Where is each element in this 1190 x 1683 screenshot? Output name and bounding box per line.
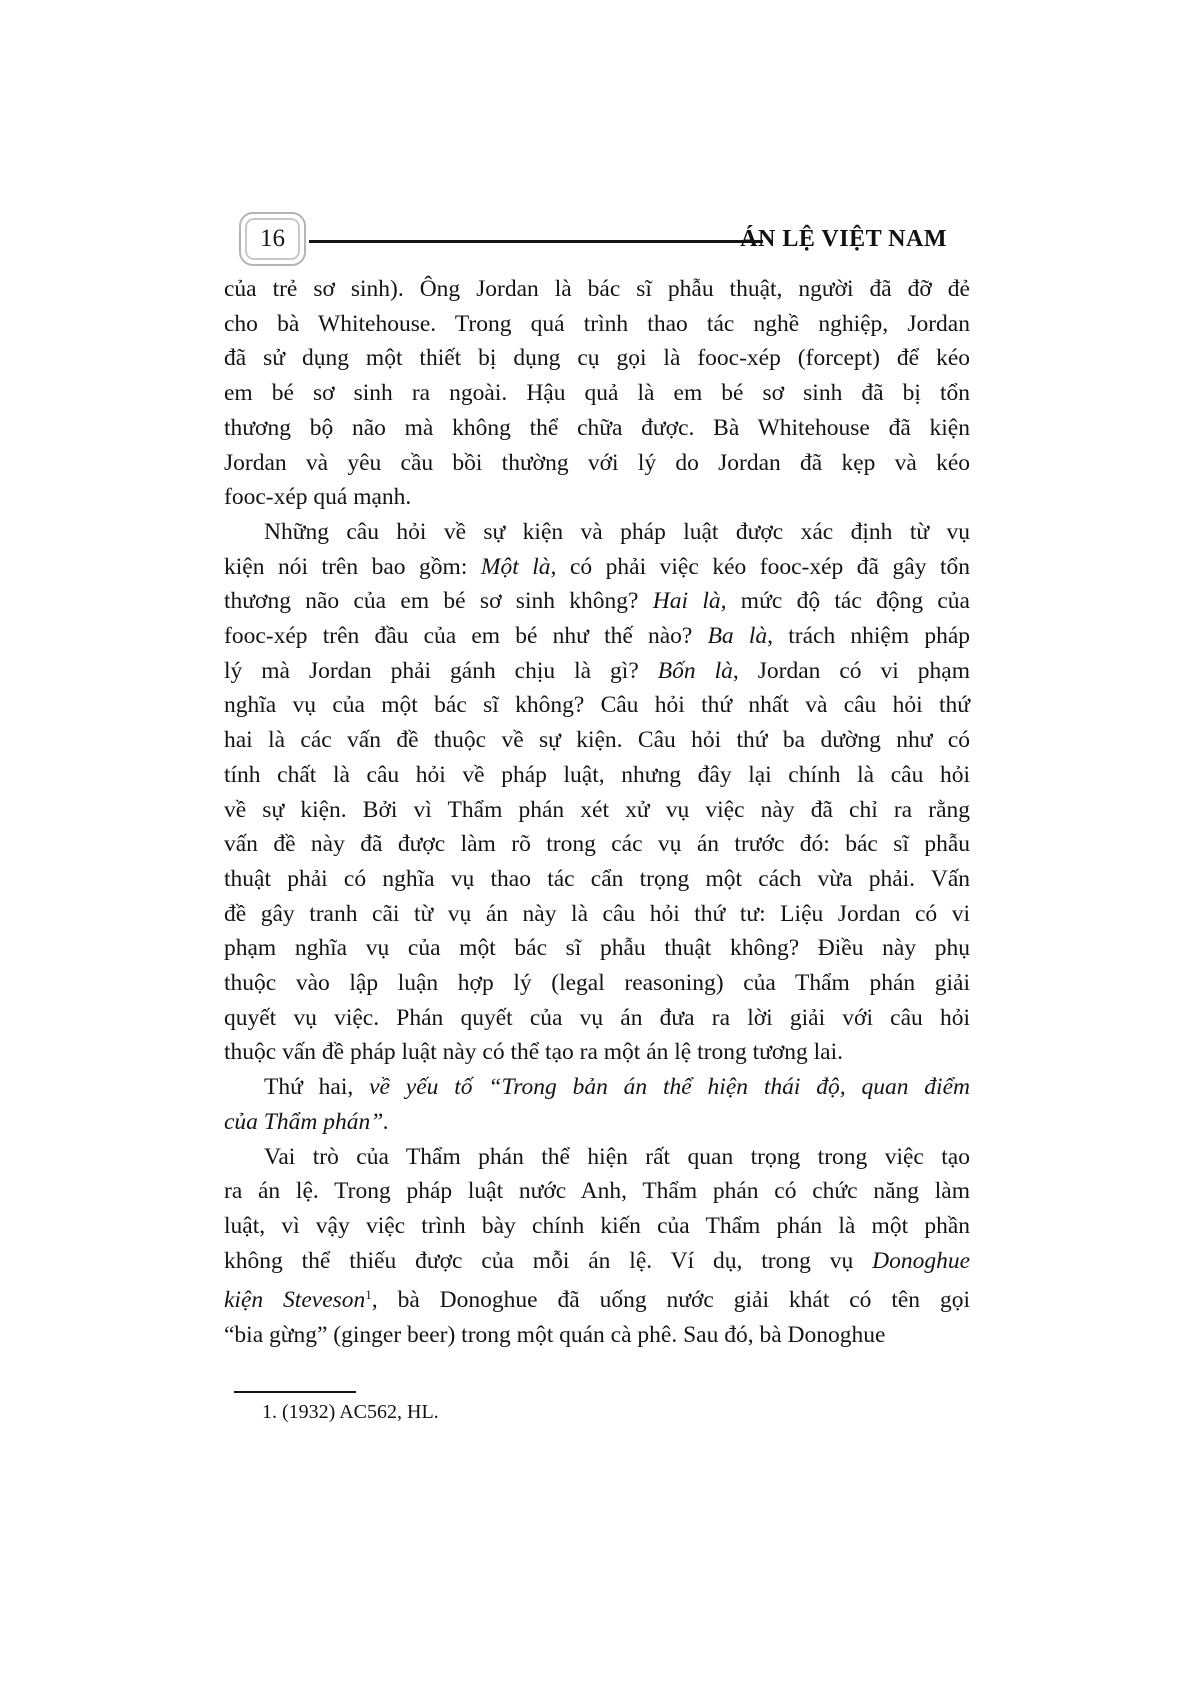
- footnote-rule: [234, 1391, 356, 1393]
- text-line: [224, 446, 970, 481]
- text-segment: Vai trò của Thẩm phán thể hiện rất quan trọng trong việc tạo: [264, 1143, 970, 1170]
- text-line: [224, 411, 970, 446]
- text-line: [224, 1140, 970, 1175]
- text-segment: , trách nhiệm pháp: [767, 623, 971, 650]
- text-segment: của trẻ sơ sinh). Ông Jordan là bác sĩ phẫu thuật, người đã đỡ đẻ: [224, 276, 970, 302]
- text-segment: fooc-xép quá mạnh.: [224, 484, 412, 511]
- text-line: [224, 376, 970, 411]
- text-segment: hai là các vấn đề thuộc về sự kiện. Câu hỏi thứ ba dường như có: [224, 727, 970, 754]
- text-line: [224, 619, 970, 654]
- text-line: [224, 480, 970, 515]
- text-line: [224, 654, 970, 689]
- text-line: [224, 688, 970, 723]
- text-line: [224, 1035, 970, 1070]
- text-line: [224, 515, 970, 550]
- text-segment: Một là,: [480, 553, 557, 580]
- footnote: 1. (1932) AC562, HL.: [262, 1401, 439, 1423]
- text-segment: kiện nói trên bao gồm:: [224, 553, 481, 580]
- text-segment: nghĩa vụ của một bác sĩ không? Câu hỏi thứ nhất và câu hỏi thứ: [224, 692, 970, 719]
- page-number: 16: [245, 218, 300, 260]
- text-segment: đã sử dụng một thiết bị dụng cụ gọi là fooc-xép (forcept) để kéo: [224, 345, 970, 372]
- text-segment: thuật phải có nghĩa vụ thao tác cẩn trọng một cách vừa phải. Vấn: [224, 865, 970, 892]
- text-line: [224, 1174, 970, 1209]
- text-segment: về sự kiện. Bởi vì Thẩm phán xét xử vụ việc này đã chỉ ra rằng: [224, 796, 970, 823]
- text-segment: ra án lệ. Trong pháp luật nước Anh, Thẩm phán có chức năng làm: [224, 1178, 970, 1205]
- text-segment: , bà Donoghue đã uống nước giải khát có tên gọi: [371, 1287, 970, 1314]
- text-line: [224, 584, 970, 619]
- text-segment: vấn đề này đã được làm rõ trong các vụ án trước đó: bác sĩ phẫu: [224, 831, 970, 858]
- text-segment: đề gây tranh cãi từ vụ án này là câu hỏi thứ tư: Liệu Jordan có vi: [224, 900, 970, 927]
- body-text: [224, 272, 970, 1353]
- text-segment: thương não của em bé sơ sinh không?: [224, 588, 653, 615]
- text-line: [224, 341, 970, 376]
- text-segment: Ba là: [707, 623, 768, 650]
- text-segment: Những câu hỏi về sự kiện và pháp luật được xác định từ vụ: [264, 518, 970, 545]
- text-line: [224, 1001, 970, 1036]
- text-line: [224, 1244, 970, 1279]
- text-segment: em bé sơ sinh ra ngoài. Hậu quả là em bé sơ sinh đã bị tổn: [224, 380, 970, 407]
- text-line: [224, 1278, 970, 1318]
- text-segment: Thứ hai,: [264, 1074, 370, 1101]
- text-segment: Donoghue: [872, 1247, 970, 1274]
- text-line: [224, 1105, 970, 1140]
- text-segment: phạm nghĩa vụ của một bác sĩ phẫu thuật không? Điều này phụ: [224, 935, 970, 962]
- text-line: [224, 307, 970, 342]
- paragraph: [224, 515, 970, 1070]
- text-segment: có phải việc kéo fooc-xép đã gây tổn: [556, 553, 970, 580]
- text-segment: “bia gừng” (ginger beer) trong một quán cà phê. Sau đó, bà Donoghue: [224, 1322, 886, 1349]
- text-segment: cho bà Whitehouse. Trong quá trình thao tác nghề nghiệp, Jordan: [224, 310, 970, 337]
- text-line: [224, 897, 970, 932]
- text-segment: kiện Steveson: [224, 1287, 366, 1314]
- text-line: [224, 966, 970, 1001]
- text-segment: fooc-xép trên đầu của em bé như thế nào?: [224, 623, 708, 650]
- text-segment: không thể thiếu được của mỗi án lệ. Ví dụ, trong vụ: [224, 1247, 873, 1274]
- text-line: [224, 827, 970, 862]
- text-line: [224, 931, 970, 966]
- text-line: [224, 723, 970, 758]
- text-segment: thương bộ não mà không thể chữa được. Bà Whitehouse đã kiện: [224, 414, 970, 441]
- text-segment: mức độ tác động của: [726, 588, 970, 615]
- paragraph: [224, 1140, 970, 1353]
- text-line: [224, 862, 970, 897]
- text-segment: lý mà Jordan phải gánh chịu là gì?: [224, 657, 658, 684]
- text-segment: thuộc vào lập luận hợp lý (legal reasoning) của Thẩm phán giải: [224, 970, 970, 997]
- text-segment: Hai là,: [652, 588, 727, 615]
- paragraph: [224, 1070, 970, 1139]
- paragraph: [224, 272, 970, 515]
- text-line: [224, 758, 970, 793]
- text-line: [224, 1209, 970, 1244]
- text-line: [224, 1070, 970, 1105]
- text-segment: thuộc vấn đề pháp luật này có thể tạo ra một án lệ trong tương lai.: [224, 1039, 844, 1066]
- text-segment: tính chất là câu hỏi về pháp luật, nhưng đây lại chính là câu hỏi: [224, 761, 970, 788]
- book-title: ÁN LỆ VIỆT NAM: [740, 226, 947, 252]
- text-segment: Jordan và yêu cầu bồi thường với lý do Jordan đã kẹp và kéo: [224, 449, 970, 476]
- text-segment: , Jordan có vi phạm: [732, 657, 970, 684]
- text-segment: về yếu tố “Trong bản án thể hiện thái độ, quan điểm: [369, 1074, 970, 1101]
- footnote-ref: 1: [365, 1287, 372, 1303]
- text-line: [224, 793, 970, 828]
- text-line: [224, 272, 970, 307]
- text-line: [224, 1318, 970, 1353]
- text-segment: của Thẩm phán”.: [224, 1108, 390, 1135]
- text-segment: quyết vụ việc. Phán quyết của vụ án đưa ra lời giải với câu hỏi: [224, 1004, 970, 1031]
- text-line: [224, 550, 970, 585]
- text-segment: Bốn là: [657, 657, 733, 684]
- text-segment: luật, vì vậy việc trình bày chính kiến của Thẩm phán là một phần: [224, 1212, 970, 1239]
